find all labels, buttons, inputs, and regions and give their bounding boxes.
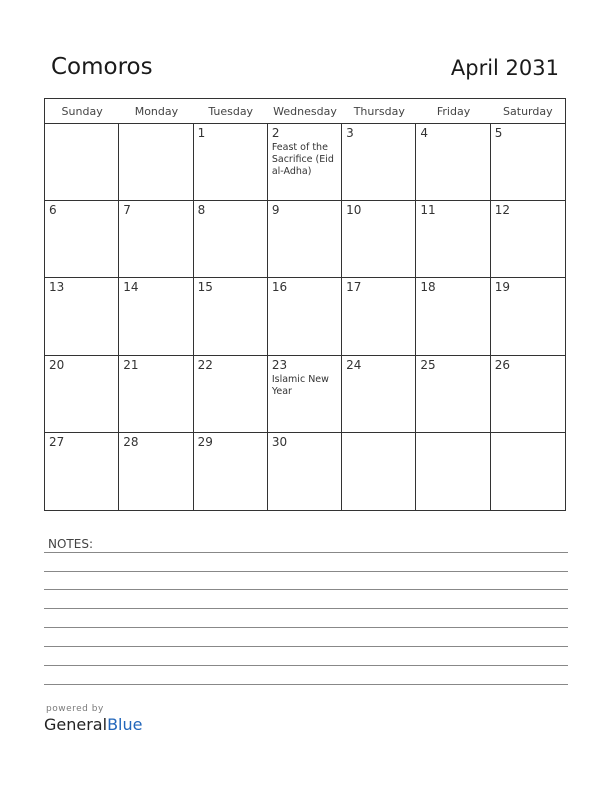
day-cell — [45, 278, 119, 355]
day-cell — [416, 124, 490, 201]
day-number: 10 — [346, 203, 362, 218]
day-cell — [491, 278, 565, 355]
day-cell — [119, 124, 193, 201]
day-number: 27 — [49, 434, 65, 449]
day-cell — [491, 356, 565, 433]
day-number: 14 — [123, 280, 139, 295]
weekday-header-row — [45, 99, 565, 124]
country-title: Comoros — [51, 54, 153, 80]
day-cell — [45, 356, 119, 433]
day-number: 29 — [197, 434, 213, 449]
day-cell — [268, 124, 342, 201]
weekday-header: Thursday — [353, 105, 405, 118]
day-cell — [268, 356, 342, 433]
day-number: 19 — [494, 280, 510, 295]
weekday-header: Wednesday — [273, 105, 337, 118]
day-cell — [416, 201, 490, 278]
weekday-header: Monday — [134, 105, 179, 118]
day-cell — [194, 433, 268, 510]
note-line — [44, 684, 568, 685]
day-number: 6 — [49, 203, 57, 218]
day-cell — [119, 278, 193, 355]
holiday-event: Feast of the Sacrifice (Eid al-Adha) — [271, 142, 334, 177]
note-line — [44, 608, 568, 609]
holiday-event: Islamic New Year — [271, 373, 329, 397]
day-cell — [194, 201, 268, 278]
day-cell — [342, 356, 416, 433]
day-number: 3 — [346, 126, 354, 140]
day-cell — [342, 124, 416, 201]
day-cell — [342, 433, 416, 510]
powered-by-text: powered by — [46, 704, 104, 714]
day-cell — [491, 201, 565, 278]
day-number: 5 — [494, 126, 503, 140]
day-number: 30 — [271, 434, 288, 449]
day-cell — [416, 356, 490, 433]
day-cell — [491, 124, 565, 201]
day-cell — [268, 278, 342, 355]
day-number: 21 — [123, 357, 139, 372]
day-number: 1 — [197, 126, 206, 140]
weekday-header: Sunday — [61, 105, 103, 118]
note-line — [44, 627, 568, 628]
note-line — [44, 646, 568, 647]
day-cell — [194, 278, 268, 355]
day-cell — [119, 433, 193, 510]
day-number: 25 — [420, 357, 436, 372]
note-line — [44, 589, 568, 590]
day-cell — [268, 201, 342, 278]
calendar-grid — [44, 98, 566, 511]
day-number: 4 — [420, 126, 429, 140]
notes-label: NOTES: — [48, 537, 93, 551]
day-number: 12 — [494, 203, 510, 218]
day-number: 11 — [420, 203, 436, 218]
weekday-header: Saturday — [503, 105, 553, 118]
day-number: 9 — [271, 203, 280, 218]
brand-blue-text: Blue — [107, 715, 143, 734]
day-number: 15 — [197, 280, 213, 295]
day-cell — [342, 201, 416, 278]
day-cell — [194, 124, 268, 201]
day-number: 28 — [123, 434, 139, 449]
day-number: 7 — [123, 203, 131, 218]
day-cell — [45, 201, 119, 278]
day-number: 13 — [49, 280, 65, 295]
day-cell — [194, 356, 268, 433]
brand-name — [44, 715, 142, 734]
weekday-header: Tuesday — [208, 105, 254, 118]
note-line — [44, 571, 568, 572]
day-cell — [342, 278, 416, 355]
brand-logo — [44, 704, 142, 734]
day-cell — [491, 433, 565, 510]
calendar-days — [45, 124, 565, 510]
day-cell — [45, 124, 119, 201]
day-number: 24 — [346, 357, 362, 372]
day-number: 17 — [346, 280, 362, 295]
day-cell — [416, 278, 490, 355]
day-number: 22 — [197, 357, 213, 372]
day-number: 26 — [494, 357, 510, 372]
day-number: 8 — [197, 203, 206, 218]
day-number: 18 — [420, 280, 436, 295]
weekday-header: Friday — [436, 105, 471, 118]
day-cell — [416, 433, 490, 510]
day-cell — [268, 433, 342, 510]
month-year-title: April 2031 — [450, 56, 559, 80]
note-line — [44, 665, 568, 666]
day-cell — [119, 201, 193, 278]
day-number: 2 — [271, 126, 280, 140]
day-number: 16 — [271, 280, 288, 295]
note-line — [44, 552, 568, 553]
day-cell — [119, 356, 193, 433]
brand-general-text: General — [44, 715, 108, 734]
day-cell — [45, 433, 119, 510]
day-number: 23 — [271, 357, 288, 372]
day-number: 20 — [49, 357, 65, 372]
